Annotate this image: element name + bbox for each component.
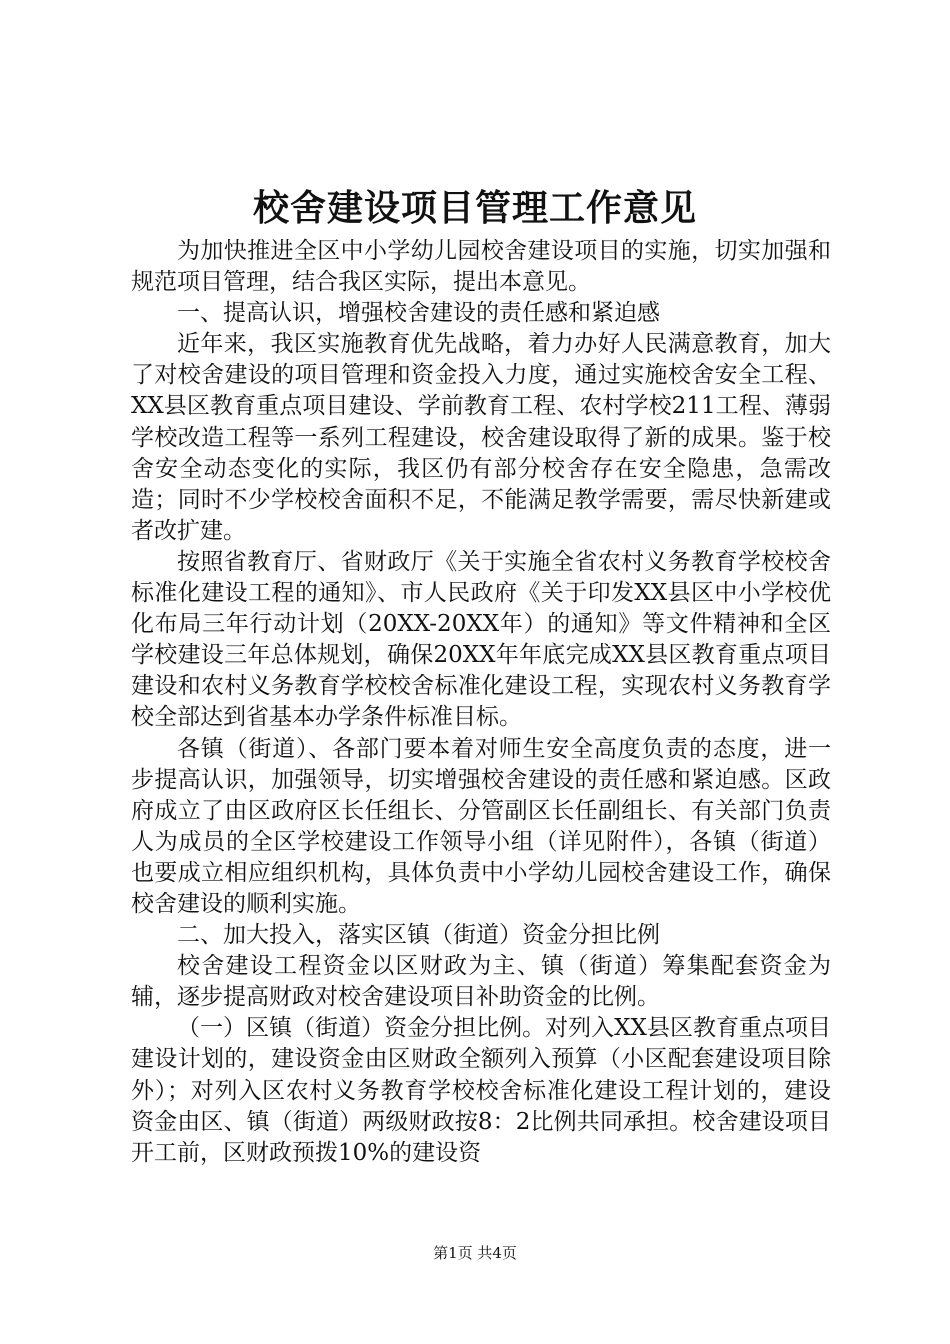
paragraph-policy-basis: 按照省教育厅、省财政厅《关于实施全省农村义务教育学校校舍标准化建设工程的通知》、市人民政府《关于印发XX县区中小学校优化布局三年行动计划（20XX-20XX年）的通知》等文件精神和全区学校建设三年总体规划，确保20XX年年底完成XX县区教育重点项目建设和农村义务教育学校校舍标准化建设工程，实现农村义务教育学校全部达到省基本办学条件标准目标。 [131,548,831,731]
paragraph-funding-ratio: （一）区镇（街道）资金分担比例。对列入XX县区教育重点项目建设计划的，建设资金由区财政全额列入预算（小区配套建设项目除外）；对列入区农村义务教育学校校舍标准化建设工程计划的，建设资金由区、镇（街道）两级财政按8：2比例共同承担。校舍建设项目开工前，区财政预拨10%的建设资 [131,1015,831,1166]
paragraph-intro: 为加快推进全区中小学幼儿园校舍建设项目的实施，切实加强和规范项目管理，结合我区实际，提出本意见。 [131,238,831,296]
document-body [131,236,831,1169]
paragraph-background: 近年来，我区实施教育优先战略，着力办好人民满意教育，加大了对校舍建设的项目管理和资金投入力度，通过实施校舍安全工程、XX县区教育重点项目建设、学前教育工程、农村学校211工程、薄弱学校改造工程等一系列工程建设，校舍建设取得了新的成果。鉴于校舍安全动态变化的实际，我区仍有部分校舍存在安全隐患，急需改造；同时不少学校校舍面积不足，不能满足教学需要，需尽快新建或者改扩建。 [131,331,831,544]
paragraph-funding: 校舍建设工程资金以区财政为主、镇（街道）筹集配套资金为辅，逐步提高财政对校舍建设项目补助资金的比例。 [131,953,831,1011]
section-heading-1: 一、提高认识，增强校舍建设的责任感和紧迫感 [177,300,660,327]
section-heading-2: 二、加大投入，落实区镇（街道）资金分担比例 [177,922,660,949]
page-number-footer: 第1页 共4页 [433,1244,517,1262]
document-title: 校舍建设项目管理工作意见 [252,187,697,229]
paragraph-responsibility: 各镇（街道）、各部门要本着对师生安全高度负责的态度，进一步提高认识，加强领导，切实增强校舍建设的责任感和紧迫感。区政府成立了由区政府区长任组长、分管副区长任副组长、有关部门负责人为成员的全区学校建设工作领导小组（详见附件），各镇（街道）也要成立相应组织机构，具体负责中小学幼儿园校舍建设工作，确保校舍建设的顺利实施。 [131,735,831,917]
